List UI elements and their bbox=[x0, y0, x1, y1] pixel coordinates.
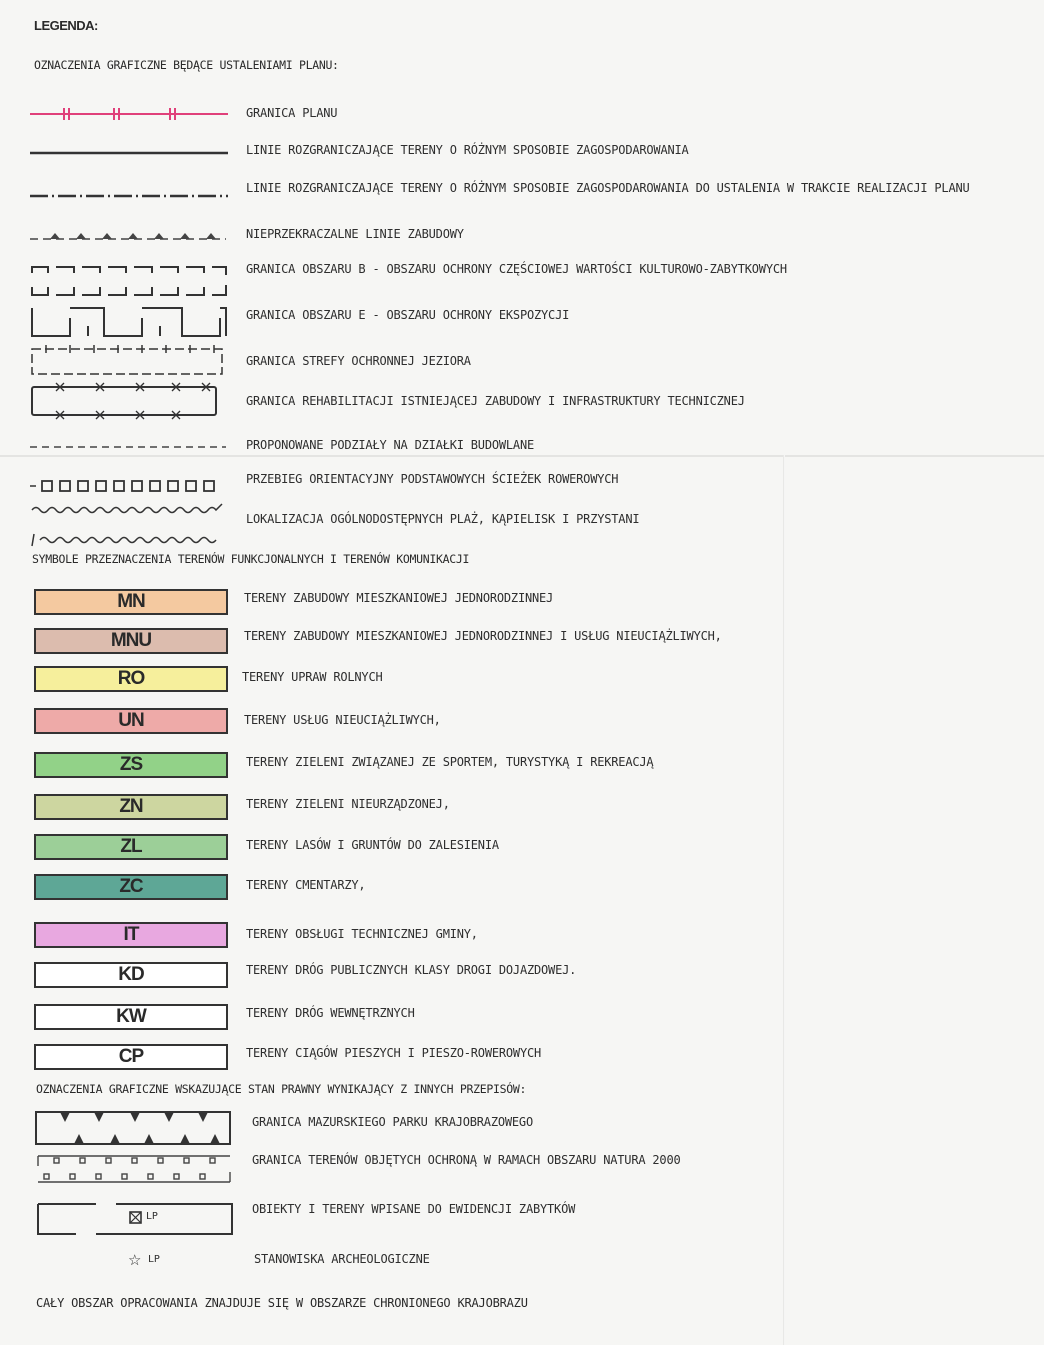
dashed-ticked-rectangle-icon bbox=[28, 344, 228, 380]
paper-fold-horizontal bbox=[0, 455, 1044, 457]
legend-title: LEGENDA: bbox=[34, 18, 98, 33]
symbol-label-un: TERENY USŁUG NIEUCIĄŻLIWYCH, bbox=[244, 713, 441, 727]
legend-label-plan-boundary: GRANICA PLANU bbox=[246, 106, 338, 120]
legend-label-lake-zone: GRANICA STREFY OCHRONNEJ JEZIORA bbox=[246, 354, 471, 368]
square-dotted-boundary-icon bbox=[34, 1152, 234, 1186]
legal-label-archaeology: STANOWISKA ARCHEOLOGICZNE bbox=[254, 1252, 430, 1266]
symbol-label-cp: TERENY CIĄGÓW PIESZYCH I PIESZO-ROWEROWYCH bbox=[246, 1046, 542, 1060]
wave-lines-icon bbox=[28, 500, 233, 546]
legend-label-boundary-lines: LINIE ROZGRANICZAJĄCE TERENY O RÓŻNYM SPOSOBIE ZAGOSPODAROWANIA bbox=[246, 143, 689, 157]
star-icon: ☆ bbox=[128, 1251, 142, 1269]
section-symbols-heading: SYMBOLE PRZEZNACZENIA TERENÓW FUNKCJONALNYCH I TERENÓW KOMUNIKACJI bbox=[32, 552, 470, 566]
symbol-label-zl: TERENY LASÓW I GRUNTÓW DO ZALESIENIA bbox=[246, 838, 499, 852]
triangle-rectangle-icon bbox=[34, 1108, 234, 1148]
x-marked-rectangle-icon bbox=[30, 378, 230, 424]
legend-label-rehabilitation: GRANICA REHABILITACJI ISTNIEJĄCEJ ZABUDOWY I INFRASTRUKTURY TECHNICZNEJ bbox=[246, 394, 745, 408]
symbol-label-kw: TERENY DRÓG WEWNĘTRZNYCH bbox=[246, 1006, 415, 1020]
legal-label-natura: GRANICA TERENÓW OBJĘTYCH OCHRONĄ W RAMACH OBSZARU NATURA 2000 bbox=[252, 1153, 681, 1167]
star-symbol-text: LP bbox=[148, 1254, 160, 1265]
paper-fold-vertical bbox=[783, 455, 785, 1345]
monument-symbol-text: LP bbox=[146, 1211, 158, 1222]
symbol-box-zc: ZC bbox=[34, 874, 228, 900]
symbol-label-ro: TERENY UPRAW ROLNYCH bbox=[242, 670, 383, 684]
symbol-label-zc: TERENY CMENTARZY, bbox=[246, 878, 366, 892]
plan-boundary-line-icon bbox=[30, 106, 230, 122]
symbol-box-mn: MN bbox=[34, 589, 228, 615]
square-chain-line-icon bbox=[28, 478, 228, 494]
section-plan-heading: OZNACZENIA GRAFICZNE BĘDĄCE USTALENIAMI PLANU: bbox=[34, 58, 339, 72]
symbol-label-it: TERENY OBSŁUGI TECHNICZNEJ GMINY, bbox=[246, 927, 478, 941]
crenellated-line-large-icon bbox=[30, 304, 230, 340]
dashed-line-icon bbox=[30, 443, 230, 451]
symbol-box-it: IT bbox=[34, 922, 228, 948]
section-legal-heading: OZNACZENIA GRAFICZNE WSKAZUJĄCE STAN PRAWNY WYNIKAJĄCY Z INNYCH PRZEPISÓW: bbox=[36, 1082, 527, 1096]
symbol-box-un: UN bbox=[34, 708, 228, 734]
symbol-label-mnu: TERENY ZABUDOWY MIESZKANIOWEJ JEDNORODZINNEJ I USŁUG NIEUCIĄŻLIWYCH, bbox=[244, 629, 722, 643]
legend-label-boundary-lines-tbd: LINIE ROZGRANICZAJĄCE TERENY O RÓŻNYM SPOSOBIE ZAGOSPODAROWANIA DO USTALENIA W TRAKCIE REALIZACJI PLANU bbox=[246, 181, 970, 195]
legal-label-park: GRANICA MAZURSKIEGO PARKU KRAJOBRAZOWEGO bbox=[252, 1115, 533, 1129]
monument-box-icon bbox=[36, 1202, 234, 1236]
legend-label-parcels: PROPONOWANE PODZIAŁY NA DZIAŁKI BUDOWLANE bbox=[246, 438, 535, 452]
symbol-box-ro: RO bbox=[34, 666, 228, 692]
legal-label-monuments: OBIEKTY I TERENY WPISANE DO EWIDENCJI ZABYTKÓW bbox=[252, 1202, 576, 1216]
symbol-box-zn: ZN bbox=[34, 794, 228, 820]
legend-label-building-lines: NIEPRZEKRACZALNE LINIE ZABUDOWY bbox=[246, 227, 464, 241]
solid-line-icon bbox=[30, 148, 230, 158]
dash-triangle-line-icon bbox=[30, 230, 230, 244]
symbol-box-zl: ZL bbox=[34, 834, 228, 860]
symbol-box-zs: ZS bbox=[34, 752, 228, 778]
symbol-label-mn: TERENY ZABUDOWY MIESZKANIOWEJ JEDNORODZINNEJ bbox=[244, 591, 554, 605]
symbol-label-kd: TERENY DRÓG PUBLICZNYCH KLASY DROGI DOJAZDOWEJ. bbox=[246, 963, 577, 977]
dash-dot-line-icon bbox=[30, 191, 230, 201]
legend-label-beaches: LOKALIZACJA OGÓLNODOSTĘPNYCH PLAŻ, KĄPIELISK I PRZYSTANI bbox=[246, 512, 640, 526]
symbol-label-zs: TERENY ZIELENI ZWIĄZANEJ ZE SPORTEM, TURYSTYKĄ I REKREACJĄ bbox=[246, 755, 654, 769]
crenellated-line-small-icon bbox=[30, 263, 230, 299]
symbol-box-kw: KW bbox=[34, 1004, 228, 1030]
symbol-label-zn: TERENY ZIELENI NIEURZĄDZONEJ, bbox=[246, 797, 450, 811]
legend-label-zone-b: GRANICA OBSZARU B - OBSZARU OCHRONY CZĘŚCIOWEJ WARTOŚCI KULTUROWO-ZABYTKOWYCH bbox=[246, 262, 787, 276]
symbol-box-kd: KD bbox=[34, 962, 228, 988]
symbol-box-mnu: MNU bbox=[34, 628, 228, 654]
legend-label-zone-e: GRANICA OBSZARU E - OBSZARU OCHRONY EKSPOZYCJI bbox=[246, 308, 570, 322]
footer-note: CAŁY OBSZAR OPRACOWANIA ZNAJDUJE SIĘ W OBSZARZE CHRONIONEGO KRAJOBRAZU bbox=[36, 1296, 528, 1310]
symbol-box-cp: CP bbox=[34, 1044, 228, 1070]
legend-label-bike-paths: PRZEBIEG ORIENTACYJNY PODSTAWOWYCH ŚCIEŻEK ROWEROWYCH bbox=[246, 472, 619, 486]
